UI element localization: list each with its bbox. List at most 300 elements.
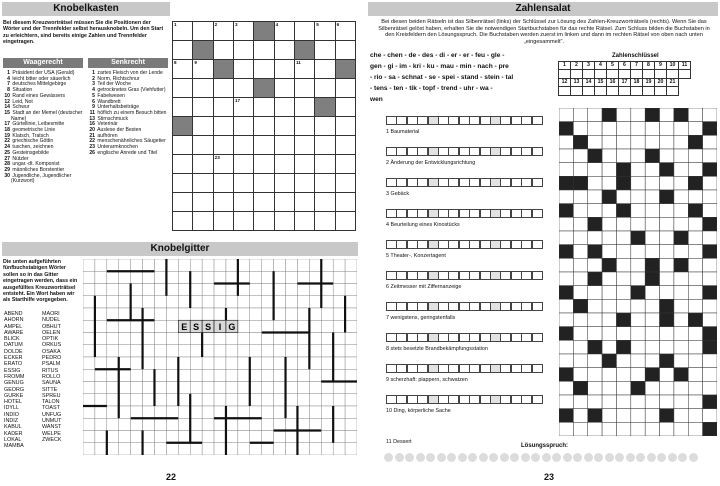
grid-cell[interactable] [193, 117, 213, 136]
grid-cell[interactable] [335, 60, 355, 79]
answer-box[interactable] [500, 209, 511, 218]
key-letter-cell[interactable] [631, 70, 643, 79]
grid-cell[interactable] [274, 136, 294, 155]
answer-box[interactable] [500, 147, 511, 156]
grid-cell[interactable] [294, 79, 314, 98]
answer-box[interactable] [428, 147, 439, 156]
answer-box[interactable] [469, 147, 480, 156]
answer-box-row[interactable] [386, 271, 542, 280]
answer-box[interactable] [500, 395, 511, 404]
answer-box[interactable] [532, 240, 543, 249]
answer-box[interactable] [386, 333, 397, 342]
answer-box[interactable] [480, 178, 491, 187]
loesung-circle[interactable] [489, 453, 498, 462]
answer-box[interactable] [448, 178, 459, 187]
answer-box[interactable] [511, 395, 522, 404]
loesung-circle[interactable] [468, 453, 477, 462]
answer-box[interactable] [417, 147, 428, 156]
answer-box[interactable] [480, 147, 491, 156]
answer-box[interactable] [448, 271, 459, 280]
loesung-circles[interactable] [384, 453, 698, 462]
grid-cell[interactable] [213, 193, 233, 212]
answer-box[interactable] [448, 364, 459, 373]
answer-box[interactable] [386, 364, 397, 373]
grid-cell[interactable] [274, 174, 294, 193]
answer-box[interactable] [532, 302, 543, 311]
answer-box[interactable] [386, 147, 397, 156]
answer-box[interactable] [396, 395, 407, 404]
grid-cell[interactable] [233, 22, 253, 41]
answer-box[interactable] [459, 147, 470, 156]
answer-box[interactable] [511, 364, 522, 373]
grid-cell[interactable] [254, 41, 274, 60]
answer-box[interactable] [407, 147, 418, 156]
answer-box[interactable] [438, 178, 449, 187]
answer-box[interactable] [469, 302, 480, 311]
answer-box[interactable] [407, 116, 418, 125]
grid-cell[interactable] [294, 193, 314, 212]
answer-box-row[interactable] [386, 209, 542, 218]
loesung-circle[interactable] [605, 453, 614, 462]
answer-box[interactable] [469, 178, 480, 187]
grid-cell[interactable] [193, 174, 213, 193]
answer-box[interactable] [521, 209, 532, 218]
answer-box[interactable] [459, 333, 470, 342]
loesung-circle[interactable] [563, 453, 572, 462]
grid-cell[interactable] [315, 155, 335, 174]
loesung-circle[interactable] [626, 453, 635, 462]
grid-cell[interactable] [193, 41, 213, 60]
grid-cell[interactable] [294, 174, 314, 193]
answer-box[interactable] [532, 147, 543, 156]
grid-cell[interactable] [233, 174, 253, 193]
grid-cell[interactable] [274, 117, 294, 136]
grid-cell[interactable] [213, 212, 233, 231]
answer-box[interactable] [407, 333, 418, 342]
grid-cell[interactable] [335, 193, 355, 212]
answer-box[interactable] [469, 364, 480, 373]
grid-cell[interactable] [213, 98, 233, 117]
grid-cell[interactable] [173, 98, 193, 117]
grid-cell[interactable] [173, 41, 193, 60]
answer-box[interactable] [396, 147, 407, 156]
answer-box[interactable] [428, 333, 439, 342]
answer-box[interactable] [521, 178, 532, 187]
answer-box[interactable] [386, 395, 397, 404]
answer-box[interactable] [532, 209, 543, 218]
grid-cell[interactable] [254, 174, 274, 193]
answer-box[interactable] [396, 333, 407, 342]
answer-box[interactable] [469, 240, 480, 249]
key-letter-cell[interactable] [679, 70, 691, 79]
loesung-circle[interactable] [395, 453, 404, 462]
grid-cell[interactable] [233, 193, 253, 212]
grid-cell[interactable] [274, 212, 294, 231]
grid-cell[interactable] [173, 212, 193, 231]
key-letter-cell[interactable] [571, 87, 583, 96]
answer-box[interactable] [396, 364, 407, 373]
key-letter-cell[interactable] [559, 70, 571, 79]
answer-box[interactable] [480, 271, 491, 280]
grid-cell[interactable] [294, 117, 314, 136]
answer-box[interactable] [386, 302, 397, 311]
key-letter-cell[interactable] [607, 87, 619, 96]
grid-cell[interactable] [254, 22, 274, 41]
knobelgitter-grid[interactable] [83, 259, 357, 455]
grid-cell[interactable] [213, 22, 233, 41]
grid-cell[interactable] [254, 117, 274, 136]
answer-box[interactable] [438, 209, 449, 218]
grid-cell[interactable] [274, 98, 294, 117]
grid-cell[interactable] [173, 174, 193, 193]
key-letter-cell[interactable] [607, 70, 619, 79]
answer-box[interactable] [532, 364, 543, 373]
answer-box[interactable] [469, 209, 480, 218]
grid-cell[interactable] [173, 155, 193, 174]
grid-cell[interactable] [254, 60, 274, 79]
key-letter-cell[interactable] [643, 70, 655, 79]
grid-cell[interactable] [233, 60, 253, 79]
key-letter-cell[interactable] [619, 87, 631, 96]
answer-box[interactable] [511, 178, 522, 187]
loesung-circle[interactable] [500, 453, 509, 462]
answer-box[interactable] [480, 240, 491, 249]
answer-box[interactable] [448, 240, 459, 249]
grid-cell[interactable] [274, 41, 294, 60]
answer-box[interactable] [407, 178, 418, 187]
key-letter-cell[interactable] [595, 87, 607, 96]
answer-box[interactable] [438, 271, 449, 280]
grid-cell[interactable] [315, 117, 335, 136]
answer-box[interactable] [490, 395, 501, 404]
key-letter-cell[interactable] [559, 87, 571, 96]
answer-box[interactable] [417, 240, 428, 249]
answer-box[interactable] [438, 116, 449, 125]
answer-box[interactable] [396, 116, 407, 125]
answer-box[interactable] [490, 271, 501, 280]
answer-box[interactable] [448, 209, 459, 218]
answer-box[interactable] [417, 178, 428, 187]
loesung-circle[interactable] [479, 453, 488, 462]
answer-box[interactable] [469, 395, 480, 404]
answer-box[interactable] [438, 302, 449, 311]
answer-box[interactable] [469, 271, 480, 280]
answer-box[interactable] [511, 209, 522, 218]
grid-cell[interactable] [233, 79, 253, 98]
answer-box[interactable] [480, 395, 491, 404]
grid-cell[interactable] [173, 79, 193, 98]
key-letter-cell[interactable] [655, 70, 667, 79]
answer-box[interactable] [511, 240, 522, 249]
grid-cell[interactable] [233, 98, 253, 117]
answer-box[interactable] [417, 271, 428, 280]
answer-box[interactable] [407, 271, 418, 280]
grid-cell[interactable] [315, 22, 335, 41]
grid-cell[interactable] [335, 41, 355, 60]
answer-box[interactable] [511, 302, 522, 311]
loesung-circle[interactable] [416, 453, 425, 462]
grid-cell[interactable] [213, 41, 233, 60]
grid-cell[interactable] [274, 79, 294, 98]
answer-box[interactable] [396, 302, 407, 311]
answer-box[interactable] [480, 302, 491, 311]
answer-box[interactable] [521, 302, 532, 311]
answer-box[interactable] [407, 395, 418, 404]
loesung-circle[interactable] [668, 453, 677, 462]
answer-box[interactable] [490, 147, 501, 156]
key-letter-cell[interactable] [655, 87, 667, 96]
answer-box[interactable] [459, 271, 470, 280]
answer-box[interactable] [490, 302, 501, 311]
answer-box[interactable] [521, 333, 532, 342]
grid-cell[interactable] [315, 193, 335, 212]
grid-cell[interactable] [254, 136, 274, 155]
answer-box[interactable] [480, 364, 491, 373]
loesung-circle[interactable] [615, 453, 624, 462]
answer-box[interactable] [459, 209, 470, 218]
grid-cell[interactable] [335, 136, 355, 155]
answer-box[interactable] [511, 147, 522, 156]
answer-box[interactable] [396, 178, 407, 187]
grid-cell[interactable] [335, 79, 355, 98]
answer-box[interactable] [448, 395, 459, 404]
answer-box[interactable] [532, 395, 543, 404]
answer-box[interactable] [417, 364, 428, 373]
answer-box[interactable] [480, 333, 491, 342]
grid-cell[interactable] [213, 79, 233, 98]
answer-box[interactable] [500, 364, 511, 373]
loesung-circle[interactable] [636, 453, 645, 462]
answer-box[interactable] [417, 302, 428, 311]
answer-box[interactable] [521, 240, 532, 249]
loesung-circle[interactable] [594, 453, 603, 462]
answer-box[interactable] [417, 395, 428, 404]
grid-cell[interactable] [274, 22, 294, 41]
answer-box[interactable] [386, 116, 397, 125]
answer-box[interactable] [511, 333, 522, 342]
key-letter-cell[interactable] [571, 70, 583, 79]
grid-cell[interactable] [274, 193, 294, 212]
grid-cell[interactable] [294, 212, 314, 231]
answer-box-row[interactable] [386, 333, 542, 342]
answer-box[interactable] [438, 333, 449, 342]
answer-box-row[interactable] [386, 116, 542, 125]
grid-cell[interactable] [335, 212, 355, 231]
loesung-circle[interactable] [521, 453, 530, 462]
answer-box-row[interactable] [386, 302, 542, 311]
key-letter-cell[interactable] [619, 70, 631, 79]
grid-cell[interactable] [335, 155, 355, 174]
grid-cell[interactable] [315, 98, 335, 117]
answer-box[interactable] [500, 271, 511, 280]
grid-cell[interactable] [294, 41, 314, 60]
grid-cell[interactable] [213, 60, 233, 79]
loesung-circle[interactable] [447, 453, 456, 462]
grid-cell[interactable] [193, 212, 213, 231]
answer-box[interactable] [480, 209, 491, 218]
grid-cell[interactable] [233, 41, 253, 60]
grid-cell[interactable] [254, 193, 274, 212]
grid-cell[interactable] [254, 212, 274, 231]
key-letter-cell[interactable] [643, 87, 655, 96]
key-letter-cell[interactable] [631, 87, 643, 96]
grid-cell[interactable] [315, 79, 335, 98]
answer-box[interactable] [417, 333, 428, 342]
key-letter-cell[interactable] [667, 70, 679, 79]
answer-box[interactable] [532, 178, 543, 187]
answer-box[interactable] [490, 333, 501, 342]
answer-box[interactable] [490, 116, 501, 125]
grid-cell[interactable] [173, 136, 193, 155]
answer-box[interactable] [500, 302, 511, 311]
answer-box-row[interactable] [386, 147, 542, 156]
loesung-circle[interactable] [647, 453, 656, 462]
grid-cell[interactable] [233, 136, 253, 155]
number-key-table[interactable] [558, 61, 691, 96]
answer-box[interactable] [438, 240, 449, 249]
loesung-circle[interactable] [552, 453, 561, 462]
grid-cell[interactable] [233, 117, 253, 136]
answer-box[interactable] [428, 116, 439, 125]
answer-box[interactable] [428, 240, 439, 249]
answer-box[interactable] [386, 209, 397, 218]
key-letter-cell[interactable] [583, 70, 595, 79]
answer-box[interactable] [500, 240, 511, 249]
answer-box[interactable] [396, 240, 407, 249]
answer-box-row[interactable] [386, 178, 542, 187]
grid-cell[interactable] [315, 60, 335, 79]
answer-box[interactable] [448, 147, 459, 156]
grid-cell[interactable] [193, 193, 213, 212]
grid-cell[interactable] [294, 60, 314, 79]
grid-cell[interactable] [173, 193, 193, 212]
answer-box[interactable] [448, 333, 459, 342]
loesung-circle[interactable] [584, 453, 593, 462]
answer-box[interactable] [521, 147, 532, 156]
grid-cell[interactable] [254, 98, 274, 117]
grid-cell[interactable] [213, 136, 233, 155]
answer-box-row[interactable] [386, 240, 542, 249]
answer-box-row[interactable] [386, 364, 542, 373]
answer-box[interactable] [428, 178, 439, 187]
answer-box[interactable] [521, 116, 532, 125]
answer-box[interactable] [521, 364, 532, 373]
answer-box[interactable] [417, 209, 428, 218]
knobelkasten-grid[interactable] [172, 21, 356, 231]
answer-box[interactable] [480, 116, 491, 125]
grid-cell[interactable] [335, 22, 355, 41]
grid-cell[interactable] [274, 155, 294, 174]
grid-cell[interactable] [315, 174, 335, 193]
answer-box[interactable] [500, 333, 511, 342]
answer-box[interactable] [448, 302, 459, 311]
answer-box[interactable] [521, 395, 532, 404]
answer-box[interactable] [428, 271, 439, 280]
grid-cell[interactable] [193, 136, 213, 155]
grid-cell[interactable] [233, 155, 253, 174]
answer-box[interactable] [459, 116, 470, 125]
grid-cell[interactable] [254, 155, 274, 174]
grid-cell[interactable] [173, 117, 193, 136]
grid-cell[interactable] [274, 60, 294, 79]
grid-cell[interactable] [173, 22, 193, 41]
answer-box[interactable] [428, 395, 439, 404]
grid-cell[interactable] [213, 155, 233, 174]
answer-box[interactable] [428, 302, 439, 311]
answer-box[interactable] [459, 395, 470, 404]
loesung-circle[interactable] [458, 453, 467, 462]
key-letter-cell[interactable] [583, 87, 595, 96]
loesung-circle[interactable] [437, 453, 446, 462]
answer-box[interactable] [490, 178, 501, 187]
loesung-circle[interactable] [657, 453, 666, 462]
answer-box[interactable] [500, 116, 511, 125]
answer-box[interactable] [386, 178, 397, 187]
answer-box[interactable] [417, 116, 428, 125]
answer-box[interactable] [521, 271, 532, 280]
grid-cell[interactable] [315, 41, 335, 60]
answer-box[interactable] [438, 364, 449, 373]
grid-cell[interactable] [315, 136, 335, 155]
loesung-circle[interactable] [689, 453, 698, 462]
answer-box[interactable] [511, 116, 522, 125]
answer-box[interactable] [532, 271, 543, 280]
grid-cell[interactable] [193, 155, 213, 174]
answer-box[interactable] [386, 271, 397, 280]
answer-box[interactable] [407, 209, 418, 218]
grid-cell[interactable] [193, 22, 213, 41]
answer-box[interactable] [490, 240, 501, 249]
answer-box[interactable] [448, 116, 459, 125]
answer-box[interactable] [490, 209, 501, 218]
grid-cell[interactable] [294, 22, 314, 41]
key-letter-cell[interactable] [595, 70, 607, 79]
grid-cell[interactable] [254, 79, 274, 98]
answer-box[interactable] [407, 302, 418, 311]
answer-box[interactable] [407, 240, 418, 249]
grid-cell[interactable] [193, 79, 213, 98]
loesung-circle[interactable] [405, 453, 414, 462]
grid-cell[interactable] [294, 98, 314, 117]
answer-box[interactable] [459, 178, 470, 187]
answer-box[interactable] [438, 147, 449, 156]
answer-box[interactable] [532, 333, 543, 342]
grid-cell[interactable] [335, 174, 355, 193]
answer-box[interactable] [459, 364, 470, 373]
loesung-circle[interactable] [573, 453, 582, 462]
answer-box[interactable] [428, 209, 439, 218]
loesung-circle[interactable] [678, 453, 687, 462]
answer-box[interactable] [407, 364, 418, 373]
answer-box[interactable] [500, 178, 511, 187]
answer-box[interactable] [459, 302, 470, 311]
answer-box[interactable] [428, 364, 439, 373]
answer-box[interactable] [490, 364, 501, 373]
answer-box[interactable] [469, 116, 480, 125]
answer-box[interactable] [459, 240, 470, 249]
grid-cell[interactable] [335, 117, 355, 136]
answer-box[interactable] [386, 240, 397, 249]
loesung-circle[interactable] [542, 453, 551, 462]
loesung-circle[interactable] [426, 453, 435, 462]
grid-cell[interactable] [315, 212, 335, 231]
answer-box[interactable] [532, 116, 543, 125]
answer-box[interactable] [396, 209, 407, 218]
grid-cell[interactable] [233, 212, 253, 231]
loesung-circle[interactable] [384, 453, 393, 462]
grid-cell[interactable] [294, 155, 314, 174]
grid-cell[interactable] [213, 117, 233, 136]
